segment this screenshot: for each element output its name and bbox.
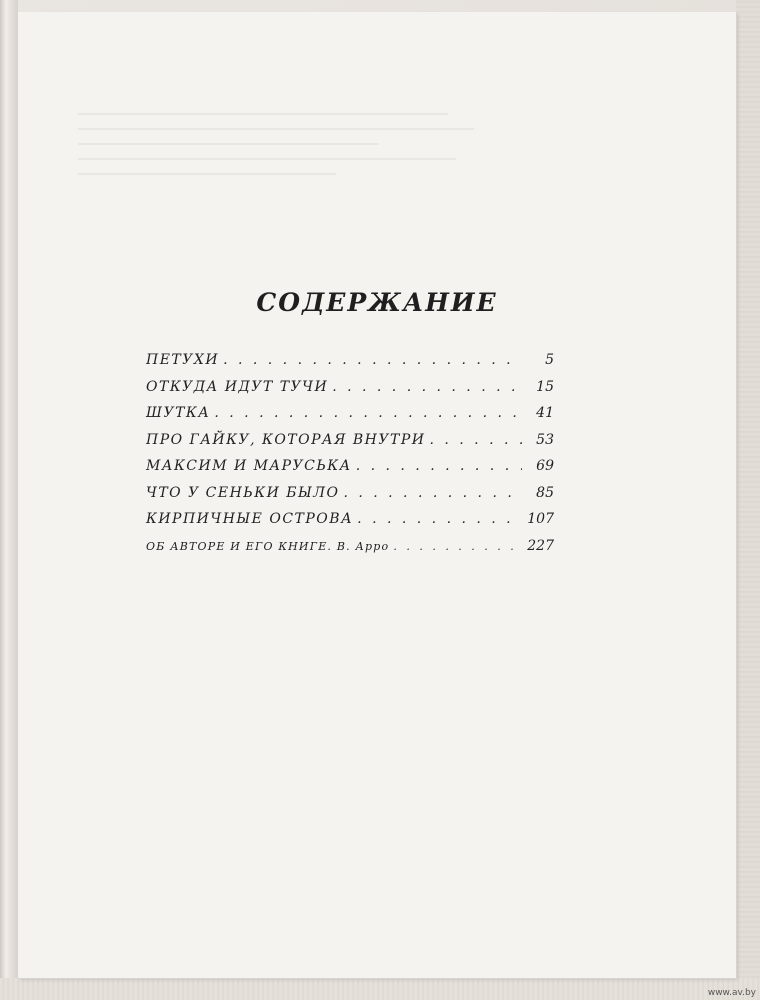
toc-entry-page: 227 [527,537,554,554]
cover-edge-right [736,0,760,1000]
ghost-line [78,173,336,175]
toc-entry[interactable] [146,511,554,538]
show-through-text [78,100,508,188]
toc-entry-page: 107 [527,511,554,527]
table-of-contents [146,352,554,564]
dot-leader [343,485,522,501]
toc-entry-title: ЧТО У СЕНЬКИ БЫЛО [146,484,340,501]
toc-entry-page: 69 [536,458,554,474]
toc-entry-title: ОТКУДА ИДУТ ТУЧИ [146,378,329,395]
ghost-line [78,143,379,145]
toc-entry-title: КИРПИЧНЫЕ ОСТРОВА [146,511,354,527]
book-binding [0,0,18,1000]
toc-entry-page: 85 [536,484,554,501]
toc-entry[interactable] [146,379,554,406]
toc-entry-title: МАКСИМ И МАРУСЬКА [146,458,352,474]
toc-entry-title: ШУТКА [146,405,211,421]
ghost-line [78,113,448,115]
dot-leader [356,458,522,474]
toc-entry-page: 5 [545,352,554,368]
dot-leader [429,432,522,448]
dot-leader [214,405,522,421]
ghost-line [78,158,456,160]
dot-leader [357,511,522,527]
toc-entry[interactable] [146,458,554,485]
dot-leader [332,379,522,395]
site-watermark: www.av.by [707,988,756,998]
toc-entry[interactable] [146,538,554,565]
toc-entry[interactable] [146,405,554,432]
toc-entry-title: ОБ АВТОРЕ И ЕГО КНИГЕ. В. Арро [146,539,390,553]
toc-entry[interactable] [146,352,554,379]
dot-leader [223,352,522,368]
toc-entry[interactable] [146,432,554,459]
dot-leader [393,540,522,553]
toc-entry-title: ПЕТУХИ [146,352,220,368]
toc-entry-page: 41 [536,405,554,421]
toc-entry[interactable] [146,485,554,512]
book-page [18,12,736,978]
toc-entry-title: ПРО ГАЙКУ, КОТОРАЯ ВНУТРИ [146,431,426,448]
cover-edge-bottom [0,978,760,1000]
toc-entry-page: 15 [536,378,554,395]
ghost-line [78,128,474,130]
page-title: СОДЕРЖАНИЕ [256,288,498,317]
toc-entry-page: 53 [536,431,554,448]
